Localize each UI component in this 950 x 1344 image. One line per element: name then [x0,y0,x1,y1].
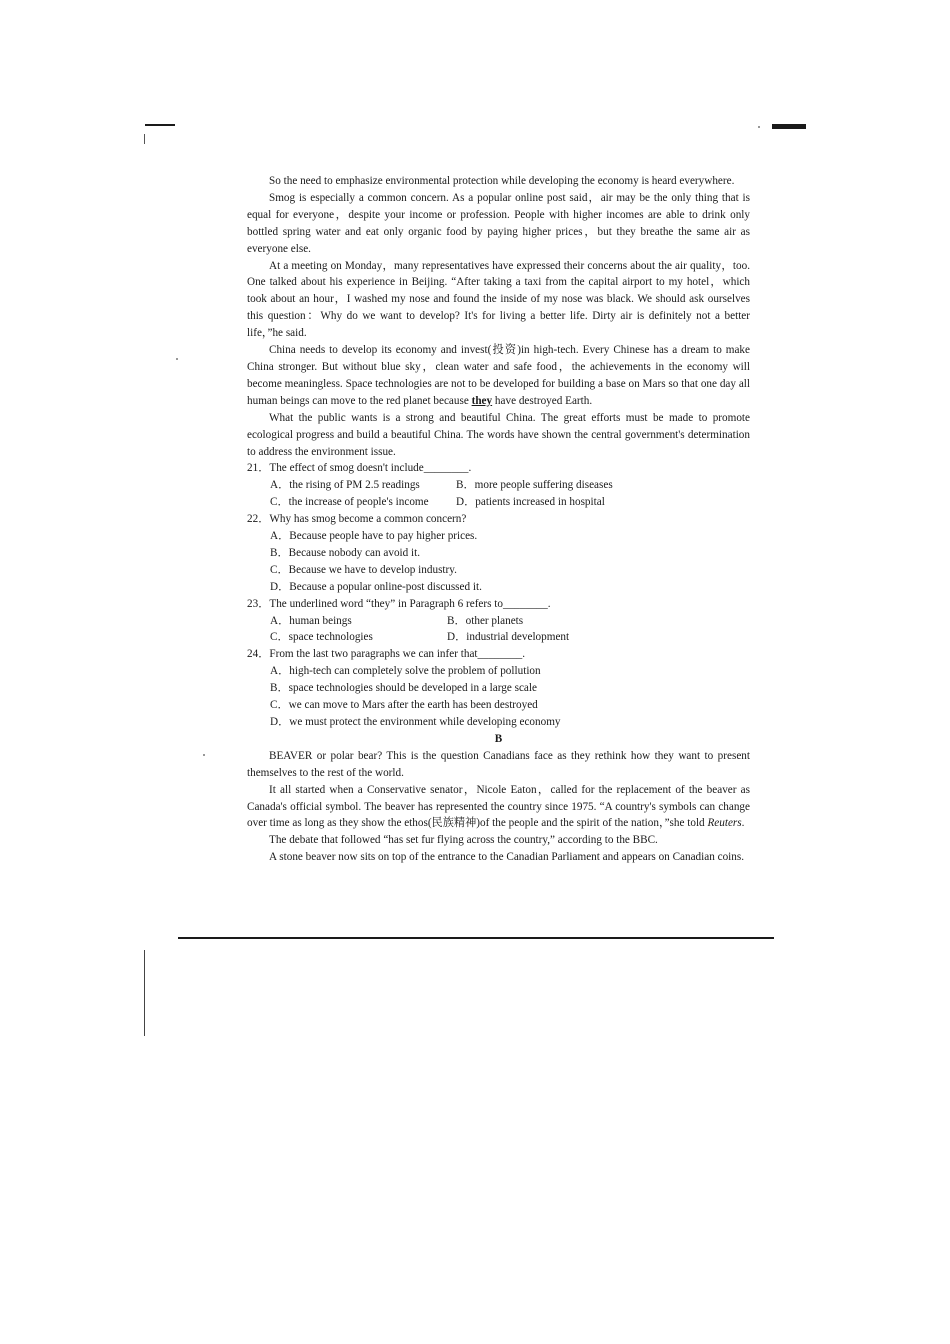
left-margin-tick [144,134,145,144]
question-23-option-a: A．human beings [270,614,352,627]
paragraph-2-text: It all started when a Conservative senator，Nicole Eaton，called for the replacement of the beaver as Canada's official symbol. The beaver has represented the country since 1975. “A country's symbols can change over time as long as they show the ethos(民族精神)of the people and the spirit of the nation，”she told [247,783,750,830]
passage-b-paragraph-3: The debate that followed “has set fur flying across the country,” according to the BBC. [269,834,658,847]
left-margin-rule [144,950,145,1036]
question-22-option-c: C．Because we have to develop industry. [270,563,457,576]
section-b-heading: B [494,732,503,745]
scan-speck [758,126,760,128]
scan-speck [176,358,178,360]
question-24-option-b: B．space technologies should be developed in a large scale [270,682,537,695]
passage-b-paragraph-1: BEAVER or polar bear? This is the question Canadians face as they rethink how they want to present themselves to the rest of the world. [247,749,750,779]
passage-a-paragraph-1: So the need to emphasize environmental protection while developing the economy is heard everywhere. [269,175,735,187]
paragraph-2-ending: . [741,817,745,830]
question-24-option-a: A．high-tech can completely solve the problem of pollution [270,665,541,678]
top-left-scan-mark [145,124,175,126]
paragraph-4-ending: have destroyed Earth. [492,394,593,407]
question-21-option-d: D．patients increased in hospital [456,496,605,509]
question-23-options-row-2 [270,629,750,646]
question-21-options-row-2 [270,494,750,511]
question-22-option-b: B．Because nobody can avoid it. [270,546,421,559]
question-23-option-c: C．space technologies [270,631,373,644]
question-23-option-b: B．other planets [447,614,524,627]
scan-speck [203,754,205,756]
underlined-word-they: they [471,394,493,407]
question-21-option-b: B．more people suffering diseases [456,479,613,492]
question-23-options-row-1 [270,613,750,630]
question-21-options-row-1 [270,477,750,494]
question-24-option-d: D．we must protect the environment while developing economy [270,716,561,728]
question-23-stem: 23．The underlined word “they” in Paragraph 6 refers to________. [247,597,551,610]
exam-page-content [247,173,750,866]
passage-b-paragraph-4: A stone beaver now sits on top of the entrance to the Canadian Parliament and appears on Canadian coins. [269,851,745,864]
question-24-option-c: C．we can move to Mars after the earth has been destroyed [270,699,538,712]
question-24-stem: 24．From the last two paragraphs we can infer that________. [247,648,526,661]
question-22-option-a: A．Because people have to pay higher prices. [270,530,478,543]
reuters-citation: Reuters [707,817,742,830]
passage-a-paragraph-3: At a meeting on Monday，many representatives have expressed their concerns about the air quality，too. One talked about his experience in Beijing. “After taking a taxi from the capital airport to my hotel，which took about an hour，I washed my nose and found the inside of my nose was black. We should ask ourselves this question：Why do we want to develop? It's for living a better life. Dirty air is definitely not a better life，”he said. [247,259,750,340]
passage-a-paragraph-4 [247,342,750,410]
question-21-stem: 21．The effect of smog doesn't include________. [247,462,472,475]
question-22-stem: 22．Why has smog become a common concern? [247,513,467,526]
paragraph-4-text: China needs to develop its economy and invest(投资)in high-tech. Every Chinese has a dream to make China stronger. But without blue sky，clean water and safe food，the achievements in the economy will become meaningless. Space technologies are not to be developed for building a base on Mars so that one day all human beings can move to the red planet because [247,344,750,407]
question-21-option-c: C．the increase of people's income [270,496,429,509]
passage-a-paragraph-5: What the public wants is a strong and beautiful China. The great efforts must be made to promote ecological progress and build a beautiful China. The words have shown the central government's determination to address the environment issue. [247,411,750,458]
passage-a-paragraph-2: Smog is especially a common concern. As a popular online post said，air may be the only thing that is equal for everyone，despite your income or profession. People with higher incomes are able to drink only bottled spring water and eat only organic food by paying higher prices，but they breathe the same air as everyone else. [247,191,750,255]
passage-b-paragraph-2 [247,782,750,833]
top-right-scan-mark [772,124,806,129]
question-21-option-a: A．the rising of PM 2.5 readings [270,479,420,492]
question-22-option-d: D．Because a popular online-post discussed it. [270,580,482,593]
question-23-option-d: D．industrial development [447,631,570,644]
page-bottom-rule [178,937,774,939]
